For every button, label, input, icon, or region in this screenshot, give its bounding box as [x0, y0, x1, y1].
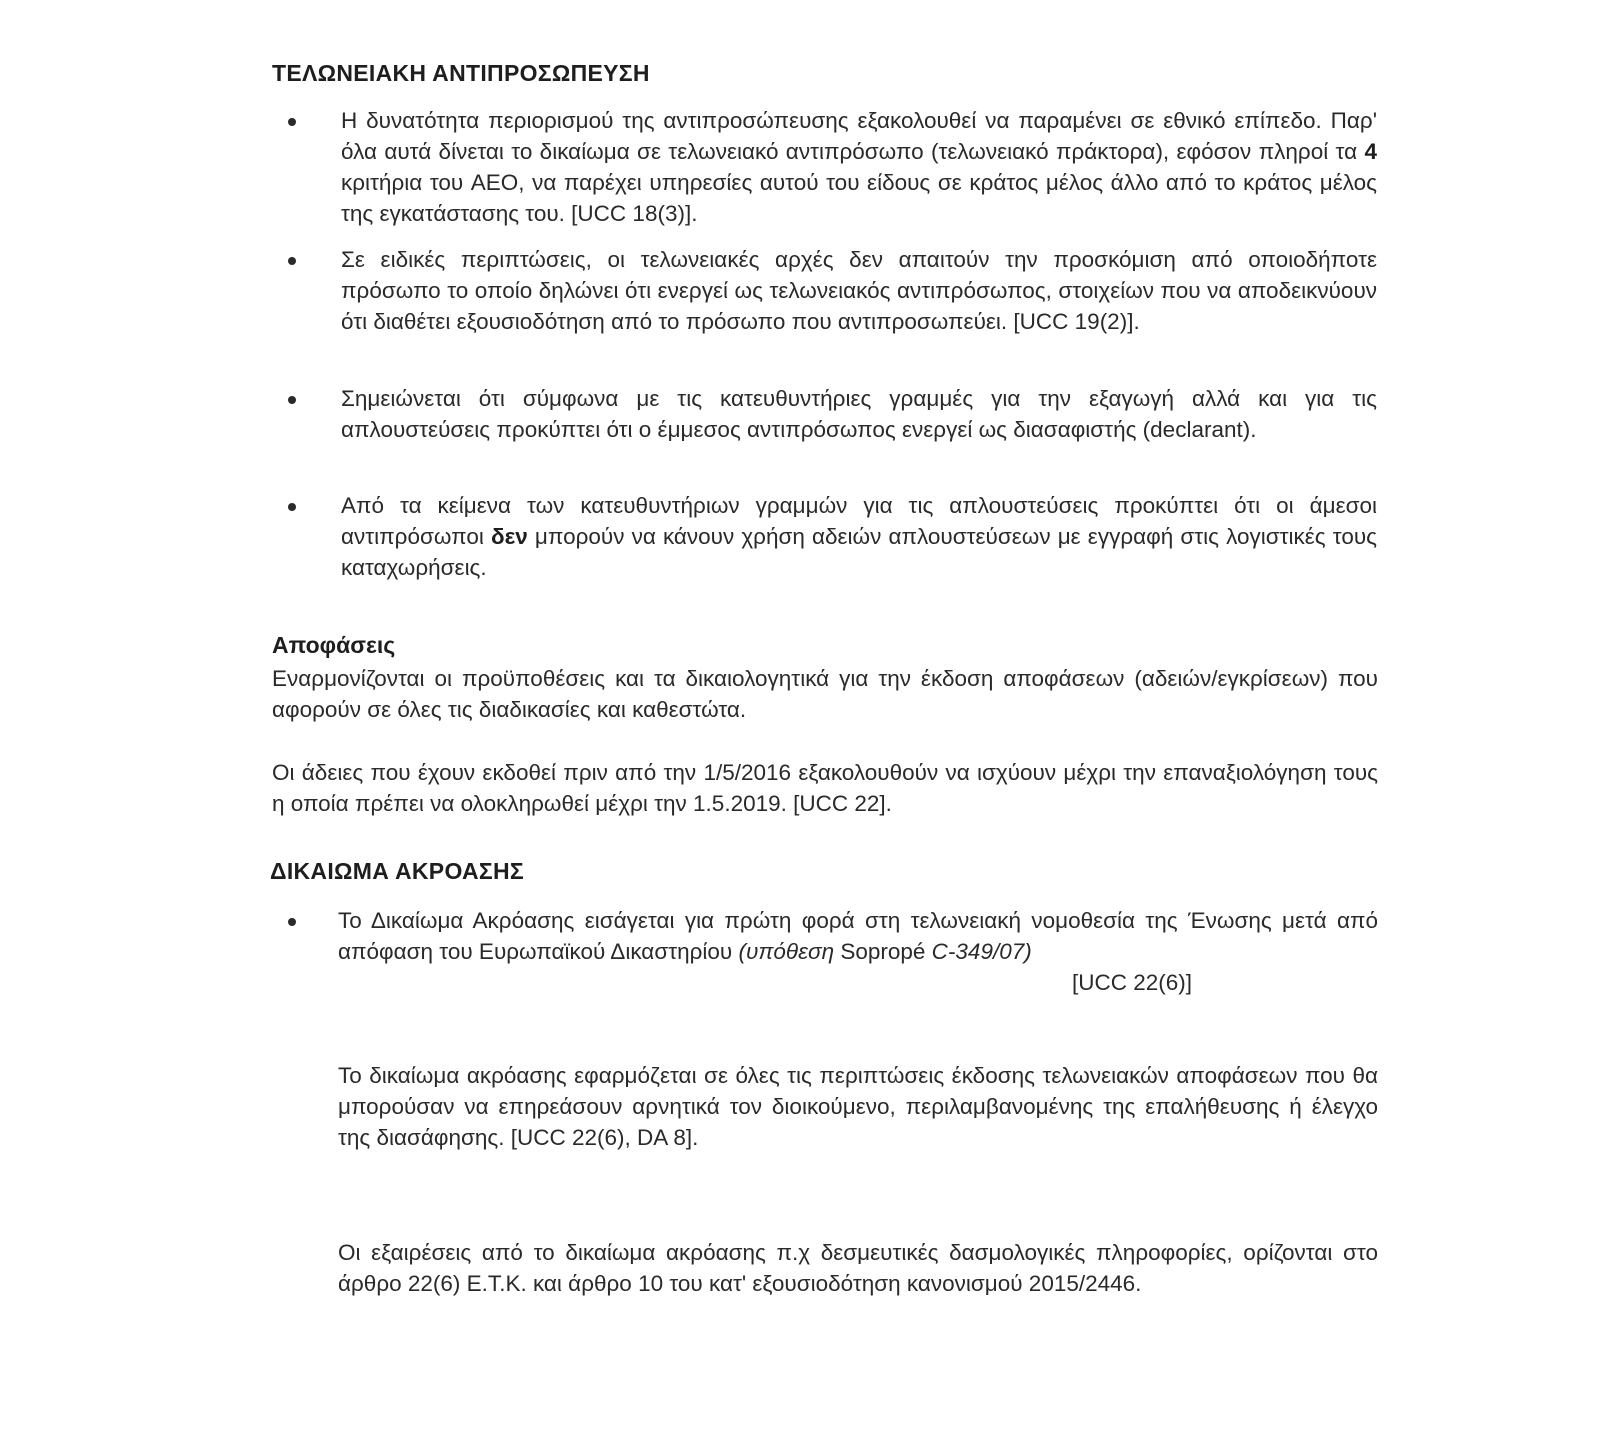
bullet-icon: [288, 118, 296, 126]
bullet-icon: [288, 503, 296, 511]
section-title-decisions: Αποφάσεις: [272, 632, 396, 658]
reference-ucc-22-6: [UCC 22(6)]: [1072, 970, 1193, 995]
bullet-text: [338, 905, 1378, 967]
text-run: Sopropé: [834, 939, 932, 964]
bullet-icon: [288, 257, 296, 265]
text-run: μπορούν να κάνουν χρήση αδειών απλουστεύσεων με εγγραφή στις λογιστικές τους καταχωρήσεις.: [341, 524, 1377, 580]
italic-text: (υπόθεση: [738, 939, 835, 964]
section-title-customs-representation: ΤΕΛΩΝΕΙΑΚΗ ΑΝΤΙΠΡΟΣΩΠΕΥΣΗ: [272, 60, 650, 86]
paragraph-right-to-be-heard-exceptions: Οι εξαιρέσεις από το δικαίωμα ακρόασης π.χ δεσμευτικές δασμολογικές πληροφορίες, ορίζονται στο άρθρο 22(6) Ε.Τ.Κ. και άρθρο 10 του κατ' εξουσιοδότηση κανονισμού 2015/2446.: [338, 1240, 1378, 1296]
bullet-text: Σε ειδικές περιπτώσεις, οι τελωνειακές αρχές δεν απαιτούν την προσκόμιση από οποιοδήποτε πρόσωπο το οποίο δηλώνει ότι ενεργεί ως τελωνειακός αντιπρόσωπος, στοιχείων που να αποδεικνύουν ότι διαθέτει εξουσιοδότηση από το πρόσωπο που αντιπροσωπεύει. [UCC 19(2)].: [341, 247, 1377, 334]
bullet-text: Σημειώνεται ότι σύμφωνα με τις κατευθυντήριες γραμμές για την εξαγωγή αλλά και για τις απλουστεύσεις προκύπτει ότι ο έμμεσος αντιπρόσωπος ενεργεί ως διασαφιστής (declarant).: [341, 386, 1377, 442]
paragraph-right-to-be-heard-scope: Το δικαίωμα ακρόασης εφαρμόζεται σε όλες τις περιπτώσεις έκδοσης τελωνειακών αποφάσεων που θα μπορούσαν να επηρεάσουν αρνητικά τον διοικούμενο, περιλαμβανομένης της επαλήθευσης ή έλεγχο της διασάφησης. [UCC 22(6), DA 8].: [338, 1063, 1378, 1150]
bullet-text: [341, 105, 1377, 229]
bold-text: δεν: [490, 524, 528, 549]
bullet-text: [341, 490, 1377, 583]
text-run: Η δυνατότητα περιορισμού της αντιπροσώπευσης εξακολουθεί να παραμένει σε εθνικό επίπεδο. Παρ' όλα αυτά δίνεται το δικαίωμα σε τελωνειακό αντιπρόσωπο (τελωνειακό πράκτορα), εφόσον πληροί τα: [341, 108, 1377, 164]
italic-text: C-349/07): [931, 939, 1032, 964]
text-run: κριτήρια του AEO, να παρέχει υπηρεσίες αυτού του είδους σε κράτος μέλος άλλο από το κράτος μέλος της εγκατάστασης του. [UCC 18(3)].: [341, 170, 1377, 226]
bold-text: 4: [1364, 139, 1377, 164]
section-title-right-to-be-heard: ΔΙΚΑΙΩΜΑ ΑΚΡΟΑΣΗΣ: [270, 858, 525, 884]
bullet-icon: [288, 918, 296, 926]
paragraph-decisions-validity: Οι άδειες που έχουν εκδοθεί πριν από την 1/5/2016 εξακολουθούν να ισχύουν μέχρι την επαναξιολόγηση τους η οποία πρέπει να ολοκληρωθεί μέχρι την 1.5.2019. [UCC 22].: [272, 760, 1378, 816]
paragraph-decisions-harmonization: Εναρμονίζονται οι προϋποθέσεις και τα δικαιολογητικά για την έκδοση αποφάσεων (αδειών/εγκρίσεων) που αφορούν σε όλες τις διαδικασίες και καθεστώτα.: [272, 666, 1378, 722]
text-run: Από τα κείμενα των κατευθυντήριων γραμμών για τις απλουστεύσεις προκύπτει ότι οι άμεσοι αντιπρόσωποι: [341, 493, 1377, 549]
bullet-icon: [288, 396, 296, 404]
text-run: Το Δικαίωμα Ακρόασης εισάγεται για πρώτη φορά στη τελωνειακή νομοθεσία της Ένωσης μετά από απόφαση του Ευρωπαϊκού Δικαστηρίου: [338, 908, 1378, 964]
